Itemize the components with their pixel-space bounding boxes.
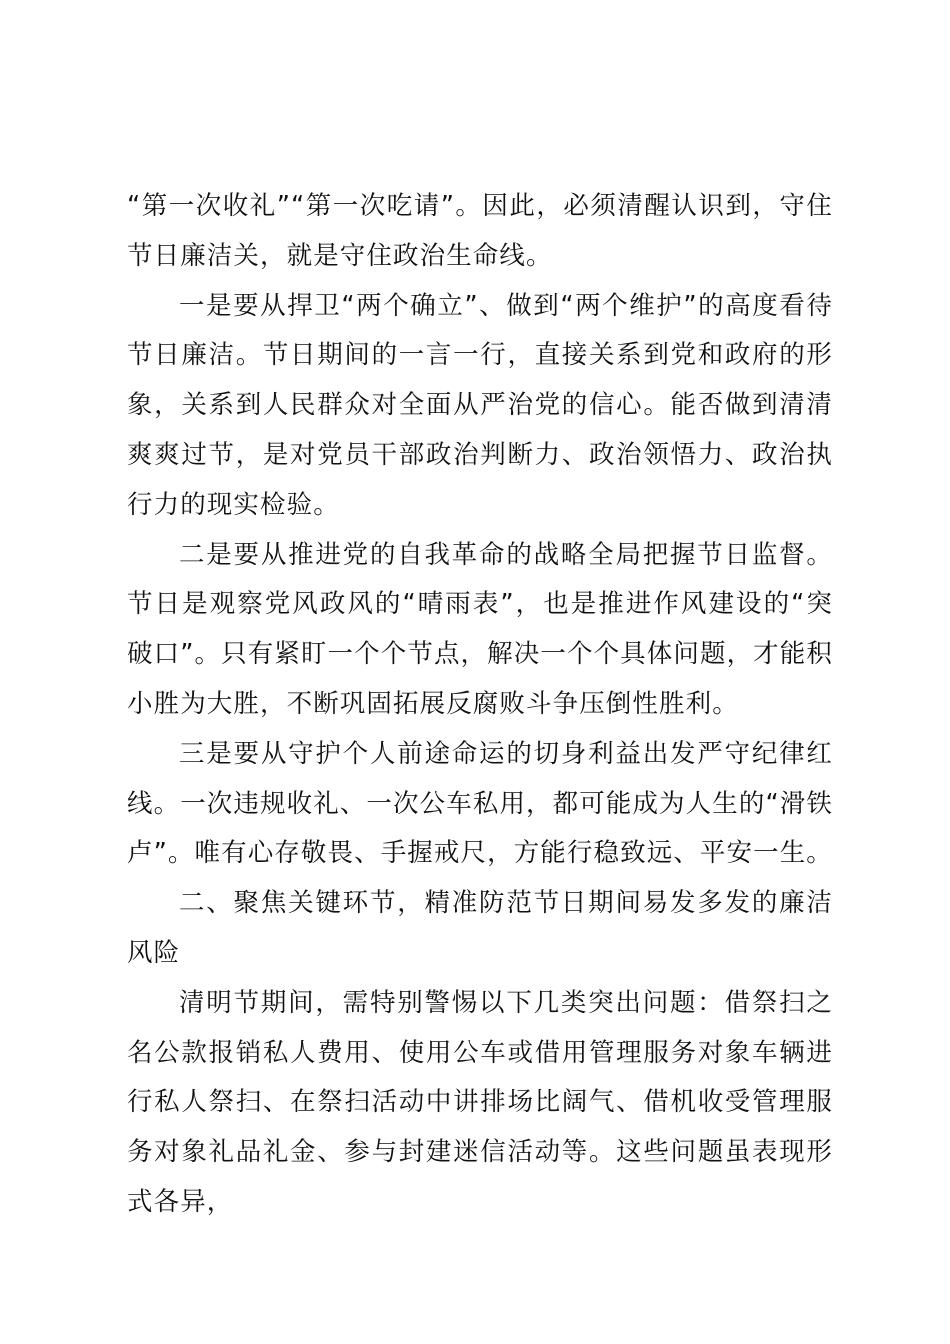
paragraph-qingming: 清明节期间，需特别警惕以下几类突出问题：借祭扫之名公款报销私人费用、使用公车或借用管理服务对象车辆进行私人祭扫、在祭扫活动中讲排场比阔气、借机收受管理服务对象礼品礼金、参与封建迷信活动等。这些问题虽表现形式各异， (127, 987, 833, 1217)
section-heading-two: 二、聚焦关键环节，精准防范节日期间易发多发的廉洁风险 (127, 888, 833, 968)
paragraph-point-two: 二是要从推进党的自我革命的战略全局把握节日监督。节日是观察党风政风的“晴雨表”，也是推进作风建设的“突破口”。只有紧盯一个个节点，解决一个个具体问题，才能积小胜为大胜，不断巩固拓展反腐败斗争压倒性胜利。 (127, 539, 833, 719)
paragraph-continuation: “第一次收礼”“第一次吃请”。因此，必须清醒认识到，守住节日廉洁关，就是守住政治生命线。 (127, 191, 833, 271)
document-page (127, 182, 833, 1228)
paragraph-point-three: 三是要从守护个人前途命运的切身利益出发严守纪律红线。一次违规收礼、一次公车私用，都可能成为人生的“滑铁卢”。唯有心存敬畏、手握戒尺，方能行稳致远、平安一生。 (127, 738, 833, 869)
paragraph-point-one: 一是要从捍卫“两个确立”、做到“两个维护”的高度看待节日廉洁。节日期间的一言一行，直接关系到党和政府的形象，关系到人民群众对全面从严治党的信心。能否做到清清爽爽过节，是对党员干部政治判断力、政治领悟力、政治执行力的现实检验。 (127, 290, 833, 520)
